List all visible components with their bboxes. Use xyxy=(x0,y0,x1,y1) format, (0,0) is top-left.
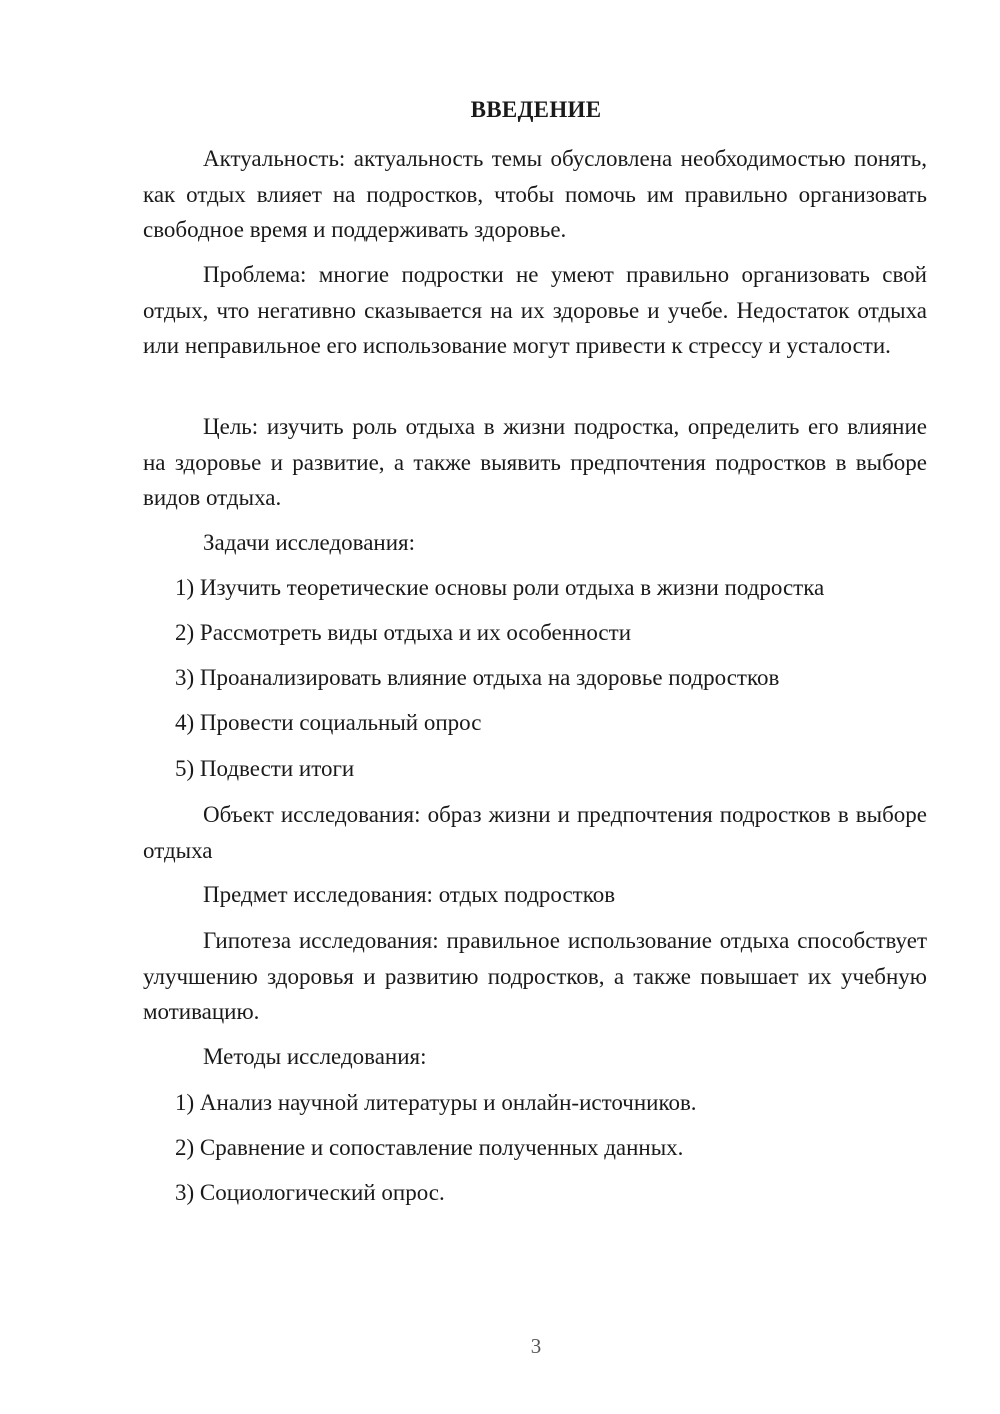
methods-heading: Методы исследования: xyxy=(203,1044,427,1069)
method-item-2: 2) Сравнение и сопоставление полученных данных. xyxy=(175,1135,684,1160)
goal-paragraph: Цель: изучить роль отдыха в жизни подростка, определить его влияние на здоровье и развитие, а также выявить предпочтения подростков в выборе видов отдыха. xyxy=(143,414,927,510)
method-item-3: 3) Социологический опрос. xyxy=(175,1180,445,1205)
task-item-5: 5) Подвести итоги xyxy=(175,756,355,781)
page-title: ВВЕДЕНИЕ xyxy=(470,97,602,122)
problem-paragraph: Проблема: многие подростки не умеют правильно организовать свой отдых, что негативно сказывается на их здоровье и учебе. Недостаток отдыха или неправильное его использование могут привести к стрессу и усталости. xyxy=(143,262,927,358)
object-paragraph: Объект исследования: образ жизни и предпочтения подростков в выборе отдыха xyxy=(143,802,927,863)
tasks-heading: Задачи исследования: xyxy=(203,530,416,555)
task-item-1: 1) Изучить теоретические основы роли отдыха в жизни подростка xyxy=(175,575,825,600)
method-item-1: 1) Анализ научной литературы и онлайн-источников. xyxy=(175,1090,697,1115)
page-number: 3 xyxy=(530,1334,542,1358)
relevance-paragraph: Актуальность: актуальность темы обусловлена необходимостью понять, как отдых влияет на подростков, чтобы помочь им правильно организовать свободное время и поддерживать здоровье. xyxy=(143,146,927,242)
task-item-3: 3) Проанализировать влияние отдыха на здоровье подростков xyxy=(175,665,780,690)
task-item-4: 4) Провести социальный опрос xyxy=(175,710,482,735)
subject-paragraph: Предмет исследования: отдых подростков xyxy=(203,882,616,907)
hypothesis-paragraph: Гипотеза исследования: правильное использование отдыха способствует улучшению здоровья и развитию подростков, а также повышает их учебную мотивацию. xyxy=(143,928,927,1024)
task-item-2: 2) Рассмотреть виды отдыха и их особенности xyxy=(175,620,632,645)
